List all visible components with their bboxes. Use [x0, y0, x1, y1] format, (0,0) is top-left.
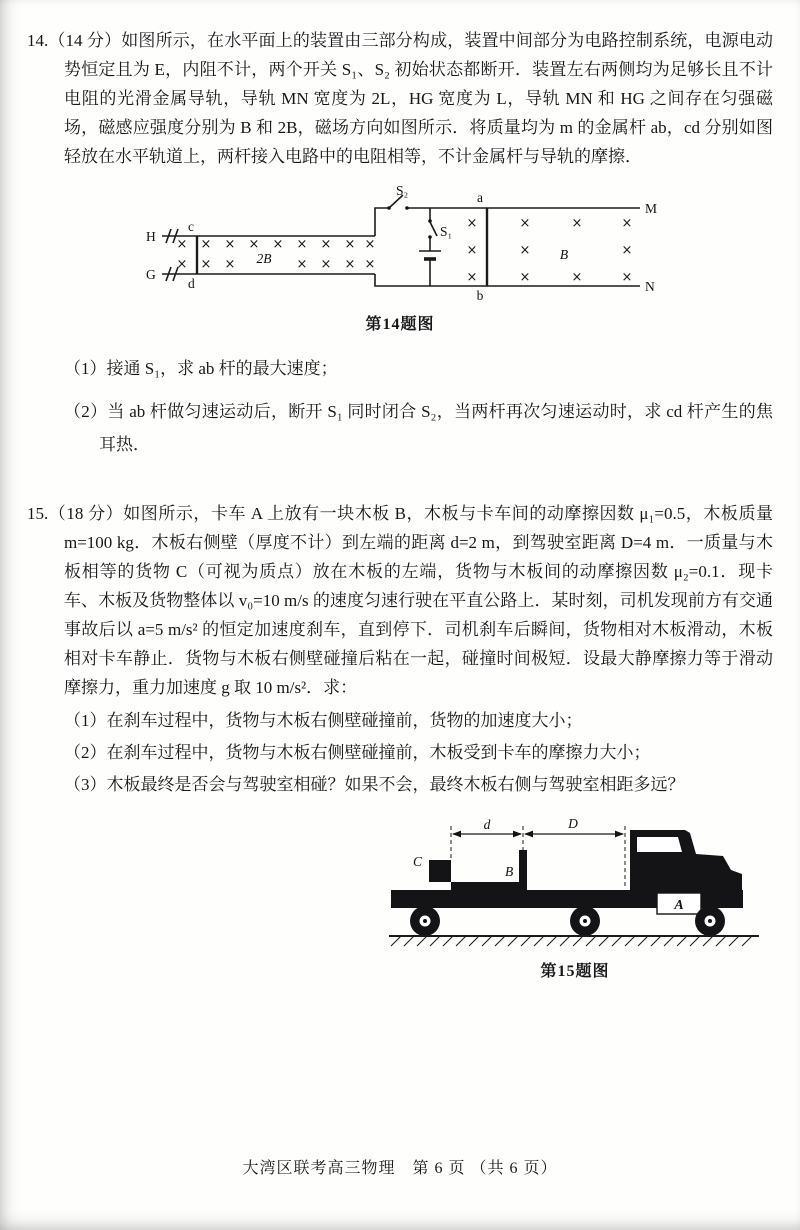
svg-text:×: × — [344, 257, 356, 272]
circuit-rail-diagram — [140, 183, 660, 307]
svg-text:×: × — [344, 237, 356, 252]
svg-text:×: × — [200, 257, 212, 272]
label-c: c — [188, 219, 194, 234]
figure-15-caption: 第15题图 — [540, 963, 610, 980]
svg-text:×: × — [320, 237, 332, 252]
label-b: b — [476, 288, 484, 303]
svg-text:×: × — [176, 257, 188, 272]
label-field-2B: 2B — [256, 251, 272, 266]
svg-text:×: × — [571, 270, 583, 285]
problem-15-part-1: （1）在刹车过程中，货物与木板右侧壁碰撞前，货物的加速度大小； — [64, 711, 583, 730]
label-truck-A: A — [674, 898, 684, 913]
svg-text:×: × — [466, 216, 478, 231]
svg-text:×: × — [621, 270, 633, 285]
problem-15-part-2: （2）在刹车过程中，货物与木板右侧壁碰撞前，木板受到卡车的摩擦力大小； — [64, 743, 651, 762]
cargo-C — [429, 860, 451, 882]
problem-14-statement — [27, 26, 773, 171]
svg-text:×: × — [621, 243, 633, 258]
problem-15-part-3: （3）木板最终是否会与驾驶室相碰？如果不会，最终木板右侧与驾驶室相距多远？ — [64, 775, 685, 794]
svg-text:×: × — [621, 216, 633, 231]
svg-text:×: × — [224, 237, 236, 252]
svg-text:×: × — [364, 237, 376, 252]
svg-text:×: × — [176, 237, 188, 252]
problem-14-part-1: （1）接通 S₁，求 ab 杆的最大速度； — [64, 359, 338, 378]
problem-14-number: 14.（14 分） — [27, 31, 122, 50]
svg-text:×: × — [296, 257, 308, 272]
svg-text:×: × — [519, 270, 531, 285]
svg-text:×: × — [200, 237, 212, 252]
problem-15-body: 如图所示，卡车 A 上放有一块木板 B，木板与卡车间的动摩擦因数 μ₁=0.5，木板质量 m=100 kg．木板右侧壁（厚度不计）到左端的距离 d=2 m，到驾驶室距离 D=4 m．一质量与木板相等的货物 C（可视为质点）放在木板的左端，货物与木板间的动摩擦因数 μ₂=0.1．现卡车、木板及货物整体以 v₀=10 m/s 的速度匀速行驶在平直公路上．某时刻，司机发现前方有交通事故后以 a=5 m/s² 的恒定加速度刹车，直到停下．司机刹车后瞬间，货物相对木板滑动，木板相对卡车静止．货物与木板右侧壁碰撞后粘在一起，碰撞时间极短．设最大静摩擦力等于滑动摩擦力，重力加速度 g 取 10 m/s²．求： — [64, 504, 773, 697]
svg-text:×: × — [519, 243, 531, 258]
plank-right-wall — [519, 850, 527, 890]
wire-bottom — [375, 274, 640, 286]
problem-15 — [27, 499, 773, 981]
ground-hatching — [391, 936, 752, 946]
svg-text:×: × — [272, 237, 284, 252]
problem-15-number: 15.（18 分） — [27, 504, 124, 523]
plank-B — [451, 882, 527, 890]
dimension-D — [524, 831, 624, 838]
label-distance-D: D — [568, 816, 578, 831]
label-d: d — [188, 276, 195, 291]
svg-text:×: × — [571, 216, 583, 231]
switch-s1-blade — [430, 222, 437, 236]
page-footer: 大湾区联考高三物理 第 6 页 （共 6 页） — [242, 1160, 558, 1177]
wire-top-left — [375, 208, 389, 236]
problem-14-part-2: （2）当 ab 杆做匀速运动后，断开 S₁ 同时闭合 S₂，当两杆再次匀速运动时，求 cd 杆产生的焦耳热． — [64, 402, 773, 454]
problem-15-statement — [27, 499, 773, 702]
label-distance-d: d — [483, 817, 491, 832]
cab-window — [637, 837, 682, 852]
svg-text:×: × — [466, 243, 478, 258]
label-H: H — [146, 229, 156, 244]
figure-14 — [140, 183, 660, 334]
label-N: N — [645, 279, 655, 294]
label-G: G — [146, 267, 156, 282]
label-plank-B: B — [505, 864, 514, 879]
problem-14-body: 如图所示，在水平面上的装置由三部分构成，装置中间部分为电路控制系统，电源电动势恒定且为 E，内阻不计，两个开关 S₁、S₂ 初始状态都断开．装置左右两侧均为足够长且不计电阻的光滑金属导轨，导轨 MN 宽度为 2L，HG 宽度为 L，导轨 MN 和 HG 之间存在匀强磁场，磁感应强度分别为 B 和 2B，磁场方向如图所示．将质量均为 m 的金属杆 ab，cd 分别如图轻放在水平轨道上，两杆接入电路中的电阻相等，不计金属杆与导轨的摩擦． — [64, 31, 774, 166]
svg-text:×: × — [466, 270, 478, 285]
truck-diagram — [385, 814, 765, 954]
label-cargo-C: C — [413, 854, 423, 869]
svg-text:×: × — [320, 257, 332, 272]
svg-text:×: × — [296, 237, 308, 252]
guide-lines — [451, 826, 625, 889]
svg-text:×: × — [364, 257, 376, 272]
label-field-B: B — [559, 247, 569, 262]
label-s2: S₂ — [396, 183, 409, 198]
magnetic-field-right — [467, 216, 633, 285]
label-a: a — [477, 190, 483, 205]
contact-dots — [387, 206, 432, 239]
svg-text:×: × — [248, 237, 260, 252]
label-M: M — [645, 201, 658, 216]
problem-15-parts — [27, 706, 773, 800]
magnetic-field-left — [177, 237, 376, 272]
label-s1: S₁ — [440, 224, 453, 239]
problem-14-parts — [27, 352, 773, 461]
figure-14-caption: 第14题图 — [365, 316, 435, 333]
figure-15 — [385, 814, 765, 981]
svg-text:×: × — [224, 257, 236, 272]
svg-text:×: × — [519, 216, 531, 231]
